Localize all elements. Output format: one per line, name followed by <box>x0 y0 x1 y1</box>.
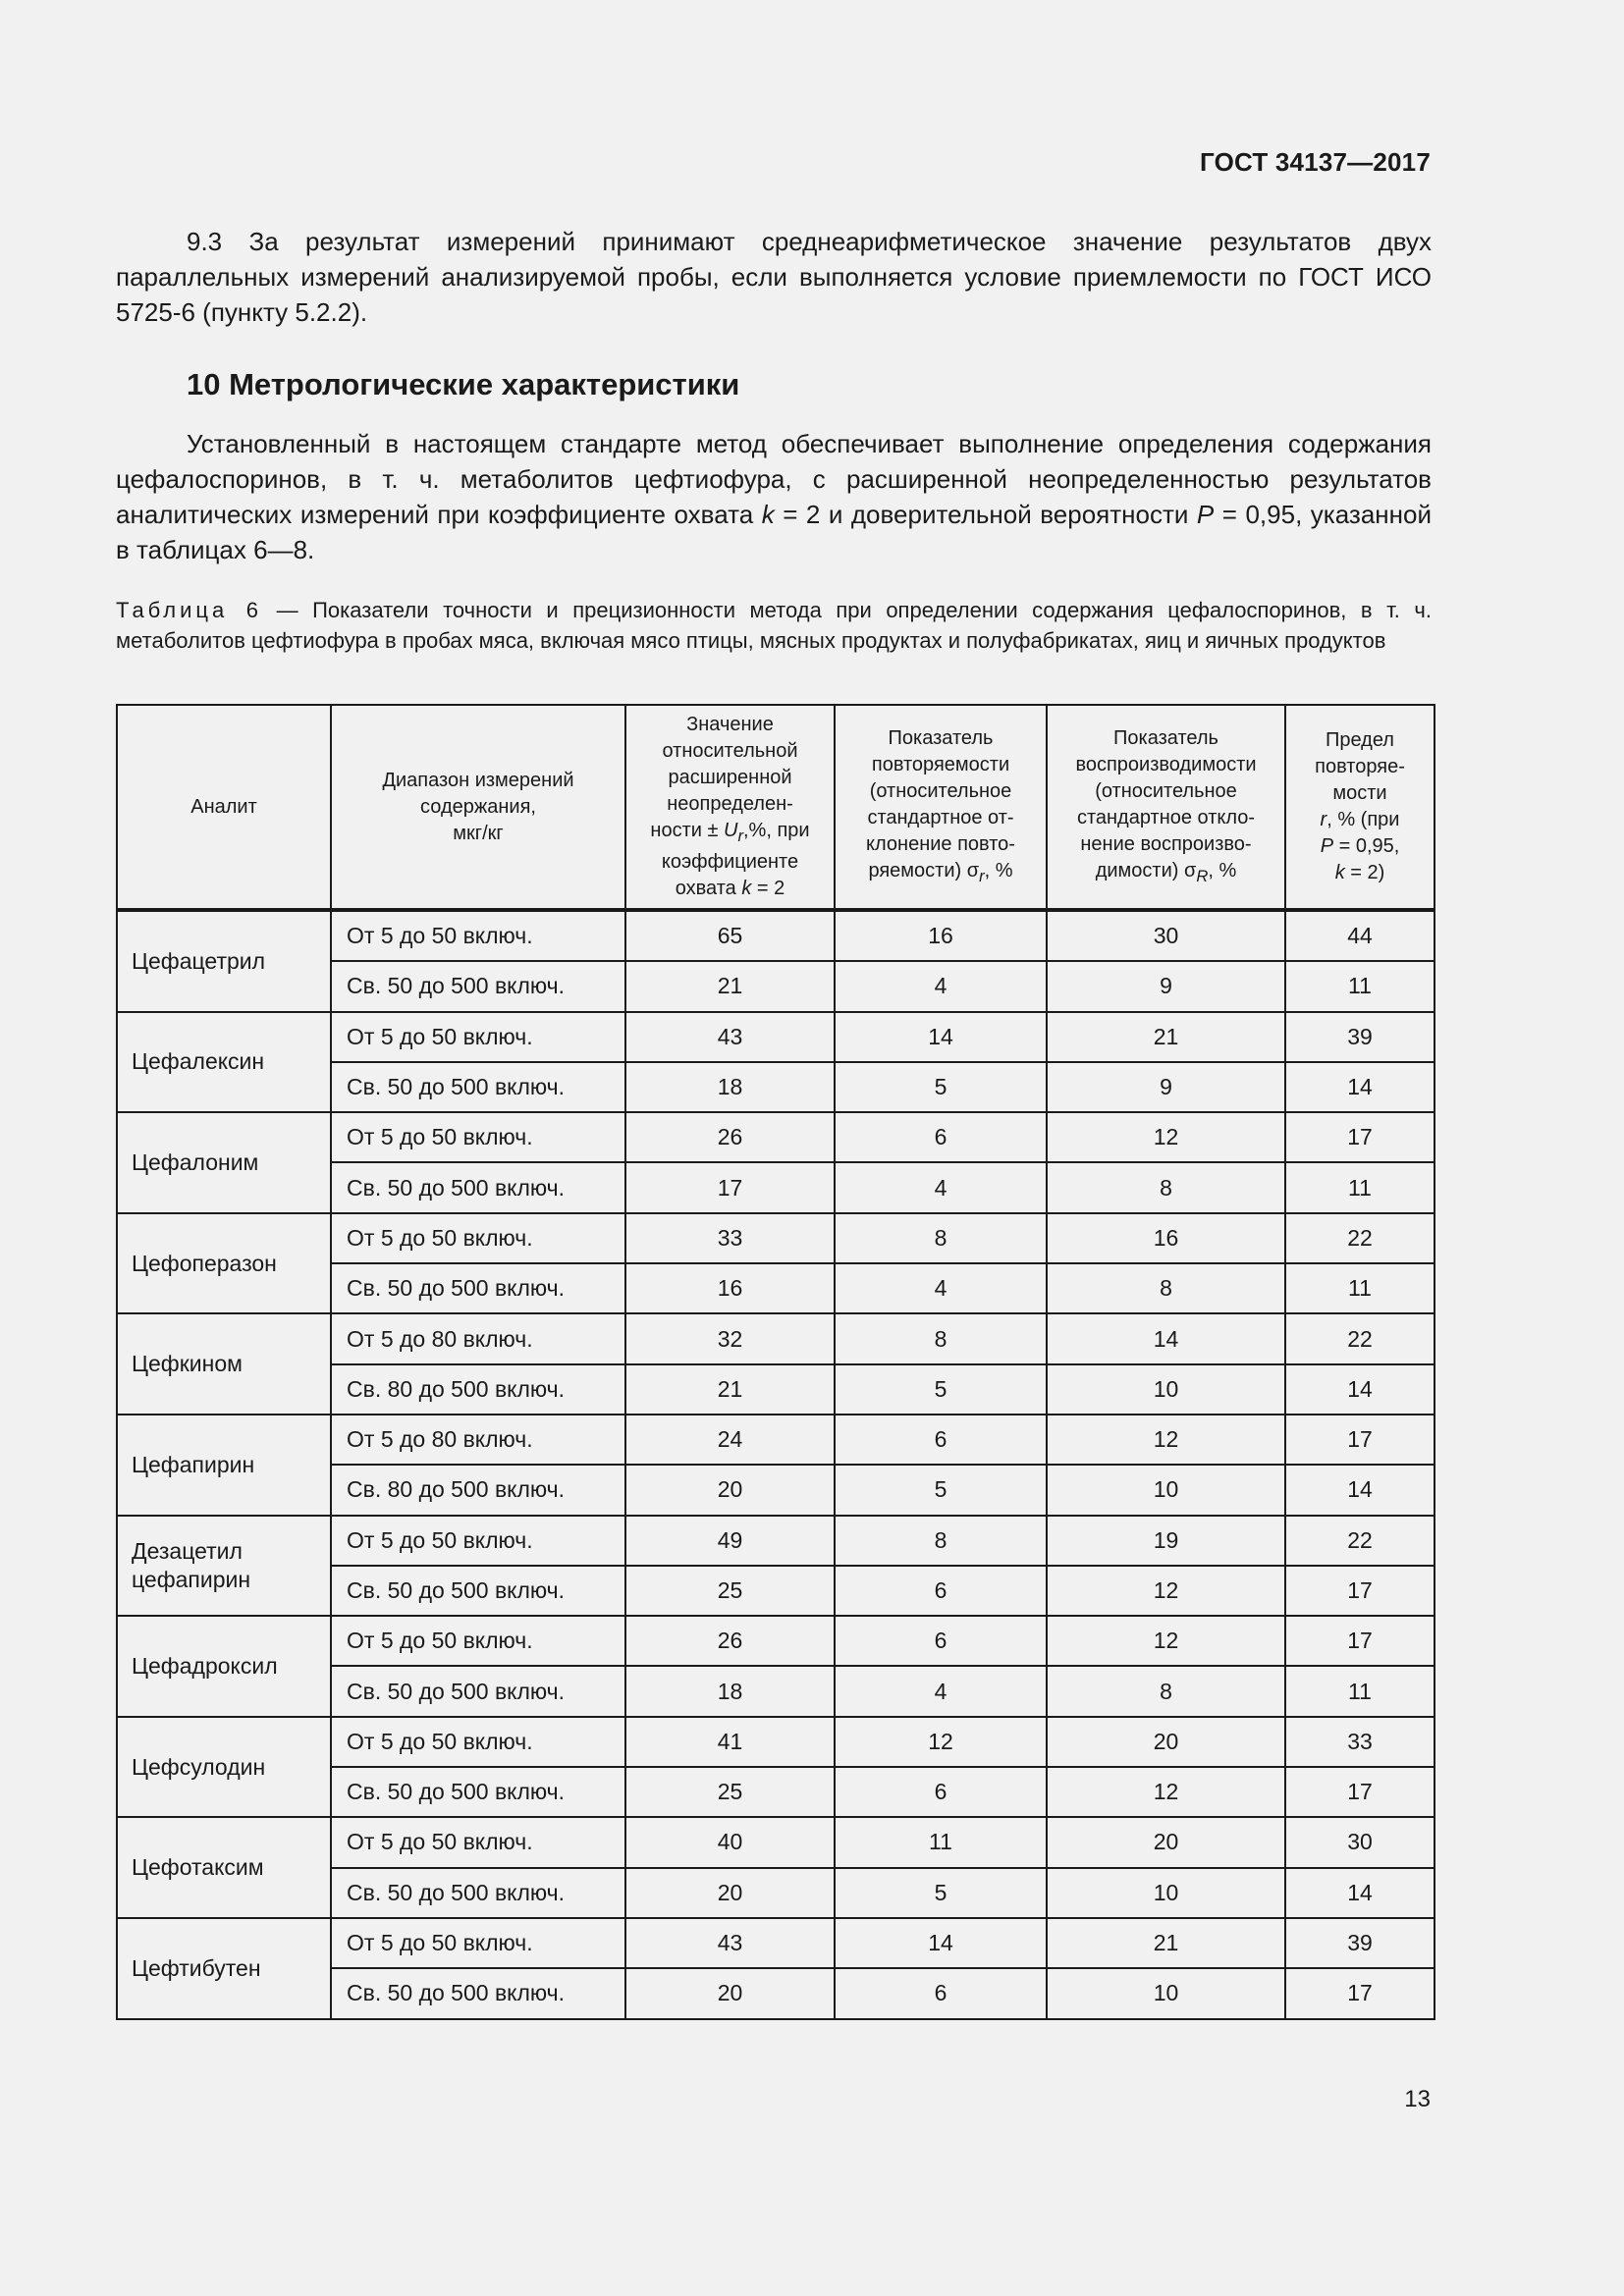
cell-range: От 5 до 50 включ. <box>331 1112 625 1162</box>
table-header-row <box>117 705 1435 910</box>
cell-repeatability: 6 <box>835 1616 1047 1666</box>
cell-analyte: Цефоперазон <box>117 1213 331 1314</box>
cell-uncertainty: 20 <box>625 1968 835 2018</box>
cell-uncertainty: 33 <box>625 1213 835 1263</box>
cell-analyte: Цефкином <box>117 1313 331 1415</box>
cell-limit: 11 <box>1285 1162 1435 1212</box>
table-row <box>117 1313 1435 1363</box>
cell-analyte: Цефотаксим <box>117 1817 331 1918</box>
cell-repeatability: 8 <box>835 1516 1047 1566</box>
cell-range: Св. 50 до 500 включ. <box>331 961 625 1011</box>
cell-reproducibility: 10 <box>1047 1868 1285 1918</box>
cell-limit: 14 <box>1285 1364 1435 1415</box>
cell-limit: 17 <box>1285 1415 1435 1465</box>
cell-uncertainty: 20 <box>625 1868 835 1918</box>
cell-limit: 44 <box>1285 910 1435 961</box>
cell-uncertainty: 20 <box>625 1465 835 1515</box>
cell-range: Св. 50 до 500 включ. <box>331 1666 625 1716</box>
cell-repeatability: 5 <box>835 1364 1047 1415</box>
cell-range: От 5 до 50 включ. <box>331 1817 625 1867</box>
cell-limit: 22 <box>1285 1516 1435 1566</box>
cell-limit: 11 <box>1285 1666 1435 1716</box>
cell-analyte: Цефтибутен <box>117 1918 331 2019</box>
cell-reproducibility: 21 <box>1047 1012 1285 1062</box>
cell-reproducibility: 8 <box>1047 1263 1285 1313</box>
intro-P-symbol: P <box>1196 500 1215 529</box>
cell-reproducibility: 8 <box>1047 1666 1285 1716</box>
cell-uncertainty: 21 <box>625 961 835 1011</box>
cell-analyte: Цефсулодин <box>117 1717 331 1818</box>
cell-range: От 5 до 50 включ. <box>331 1717 625 1767</box>
cell-repeatability: 4 <box>835 1162 1047 1212</box>
table-row <box>117 1918 1435 1968</box>
cell-limit: 14 <box>1285 1062 1435 1112</box>
cell-repeatability: 11 <box>835 1817 1047 1867</box>
cell-repeatability: 5 <box>835 1465 1047 1515</box>
cell-reproducibility: 20 <box>1047 1817 1285 1867</box>
cell-reproducibility: 16 <box>1047 1213 1285 1263</box>
cell-reproducibility: 19 <box>1047 1516 1285 1566</box>
cell-limit: 17 <box>1285 1616 1435 1666</box>
document-code: ГОСТ 34137—2017 <box>1200 147 1431 177</box>
table-caption-text: — Показатели точности и прецизионности метода при определении содержания цефалоспоринов, в т. ч. метаболитов цефтиофура в пробах мяса, включая мясо птицы, мясных продуктах и полуфабрикатах, яиц и яичных продуктов <box>116 598 1432 653</box>
cell-uncertainty: 26 <box>625 1112 835 1162</box>
table-row <box>117 910 1435 961</box>
cell-uncertainty: 26 <box>625 1616 835 1666</box>
cell-range: Св. 80 до 500 включ. <box>331 1364 625 1415</box>
intro-text-2: = 2 и доверительной вероятности <box>774 500 1197 529</box>
cell-uncertainty: 25 <box>625 1566 835 1616</box>
table-row <box>117 1213 1435 1263</box>
header-range: Диапазон измерений содержания, мкг/кг <box>331 705 625 910</box>
cell-uncertainty: 41 <box>625 1717 835 1767</box>
cell-uncertainty: 24 <box>625 1415 835 1465</box>
cell-repeatability: 14 <box>835 1012 1047 1062</box>
cell-range: От 5 до 50 включ. <box>331 1213 625 1263</box>
cell-repeatability: 6 <box>835 1566 1047 1616</box>
cell-reproducibility: 20 <box>1047 1717 1285 1767</box>
section-heading: 10 Метрологические характеристики <box>187 367 740 401</box>
cell-limit: 39 <box>1285 1918 1435 1968</box>
cell-reproducibility: 10 <box>1047 1465 1285 1515</box>
cell-limit: 33 <box>1285 1717 1435 1767</box>
cell-limit: 30 <box>1285 1817 1435 1867</box>
cell-repeatability: 16 <box>835 910 1047 961</box>
cell-uncertainty: 18 <box>625 1666 835 1716</box>
table-row <box>117 1817 1435 1867</box>
paragraph-9-3: 9.3 За результат измерений принимают среднеарифметическое значение результатов двух параллельных измерений анализируемой пробы, если выполняется условие приемлемости по ГОСТ ИСО 5725-6 (пункту 5.2.2). <box>116 227 1432 327</box>
cell-limit: 39 <box>1285 1012 1435 1062</box>
cell-range: Св. 50 до 500 включ. <box>331 1868 625 1918</box>
cell-reproducibility: 10 <box>1047 1968 1285 2018</box>
cell-reproducibility: 12 <box>1047 1767 1285 1817</box>
cell-repeatability: 6 <box>835 1415 1047 1465</box>
cell-reproducibility: 10 <box>1047 1364 1285 1415</box>
cell-uncertainty: 16 <box>625 1263 835 1313</box>
cell-analyte: Цефалексин <box>117 1012 331 1113</box>
cell-uncertainty: 65 <box>625 910 835 961</box>
cell-range: От 5 до 50 включ. <box>331 1012 625 1062</box>
cell-range: Св. 50 до 500 включ. <box>331 1767 625 1817</box>
intro-text-3: = 0,95, указанной в таблицах 6—8. <box>116 500 1432 564</box>
cell-uncertainty: 40 <box>625 1817 835 1867</box>
table-row <box>117 1012 1435 1062</box>
cell-uncertainty: 25 <box>625 1767 835 1817</box>
cell-repeatability: 14 <box>835 1918 1047 1968</box>
cell-range: Св. 50 до 500 включ. <box>331 1162 625 1212</box>
cell-limit: 14 <box>1285 1465 1435 1515</box>
cell-analyte: Цефацетрил <box>117 910 331 1012</box>
cell-range: От 5 до 50 включ. <box>331 1918 625 1968</box>
cell-uncertainty: 43 <box>625 1918 835 1968</box>
cell-range: Св. 80 до 500 включ. <box>331 1465 625 1515</box>
cell-limit: 22 <box>1285 1213 1435 1263</box>
cell-range: От 5 до 50 включ. <box>331 910 625 961</box>
cell-repeatability: 4 <box>835 961 1047 1011</box>
header-reproducibility: Показатель воспроизводимости (относительное стандартное откло- нение воспроизво- димости) $\sigma_R$, % <box>1047 705 1285 910</box>
cell-limit: 11 <box>1285 1263 1435 1313</box>
cell-repeatability: 5 <box>835 1868 1047 1918</box>
cell-repeatability: 6 <box>835 1968 1047 2018</box>
cell-reproducibility: 9 <box>1047 1062 1285 1112</box>
cell-repeatability: 6 <box>835 1112 1047 1162</box>
cell-limit: 22 <box>1285 1313 1435 1363</box>
cell-limit: 17 <box>1285 1112 1435 1162</box>
cell-limit: 11 <box>1285 961 1435 1011</box>
cell-repeatability: 8 <box>835 1313 1047 1363</box>
cell-reproducibility: 9 <box>1047 961 1285 1011</box>
cell-reproducibility: 12 <box>1047 1566 1285 1616</box>
table-row <box>117 1717 1435 1767</box>
cell-repeatability: 12 <box>835 1717 1047 1767</box>
cell-range: Св. 50 до 500 включ. <box>331 1968 625 2018</box>
cell-reproducibility: 30 <box>1047 910 1285 961</box>
cell-range: От 5 до 50 включ. <box>331 1616 625 1666</box>
cell-range: От 5 до 50 включ. <box>331 1516 625 1566</box>
section-intro-paragraph <box>116 426 1432 567</box>
cell-limit: 17 <box>1285 1566 1435 1616</box>
table-row <box>117 1616 1435 1666</box>
cell-uncertainty: 49 <box>625 1516 835 1566</box>
cell-reproducibility: 21 <box>1047 1918 1285 1968</box>
intro-k-symbol: k <box>761 500 775 529</box>
cell-uncertainty: 18 <box>625 1062 835 1112</box>
cell-reproducibility: 12 <box>1047 1616 1285 1666</box>
cell-range: Св. 50 до 500 включ. <box>331 1566 625 1616</box>
cell-analyte: Цефапирин <box>117 1415 331 1516</box>
cell-repeatability: 4 <box>835 1263 1047 1313</box>
page-number: 13 <box>1404 2086 1431 2112</box>
precision-table <box>116 704 1435 2020</box>
cell-analyte: Цефалоним <box>117 1112 331 1213</box>
cell-analyte: Цефадроксил <box>117 1616 331 1717</box>
header-repeatability: Показатель повторяемости (относительное стандартное от- клонение повто- ряемости) $\sigma_r$, % <box>835 705 1047 910</box>
cell-reproducibility: 8 <box>1047 1162 1285 1212</box>
table-caption <box>116 595 1432 656</box>
cell-range: Св. 50 до 500 включ. <box>331 1062 625 1112</box>
cell-repeatability: 6 <box>835 1767 1047 1817</box>
cell-limit: 17 <box>1285 1767 1435 1817</box>
cell-reproducibility: 12 <box>1047 1112 1285 1162</box>
cell-range: От 5 до 80 включ. <box>331 1313 625 1363</box>
cell-repeatability: 8 <box>835 1213 1047 1263</box>
table-row <box>117 1112 1435 1162</box>
header-repeatability-limit: Предел повторяе- мости r, % (при P = 0,95, k = 2) <box>1285 705 1435 910</box>
intro-text-1: Установленный в настоящем стандарте метод обеспечивает выполнение определения содержания цефалоспоринов, в т. ч. метаболитов цефтиофура, с расширенной неопределенностью результатов аналитических измерений при коэффициенте охвата <box>116 429 1432 529</box>
table-caption-label: Таблица 6 <box>116 598 263 622</box>
cell-uncertainty: 17 <box>625 1162 835 1212</box>
cell-reproducibility: 12 <box>1047 1415 1285 1465</box>
cell-range: От 5 до 80 включ. <box>331 1415 625 1465</box>
header-analyte: Аналит <box>117 705 331 910</box>
cell-limit: 14 <box>1285 1868 1435 1918</box>
table-row <box>117 1516 1435 1566</box>
table-row <box>117 1415 1435 1465</box>
cell-repeatability: 5 <box>835 1062 1047 1112</box>
header-expanded-uncertainty: Значение относительной расширенной неопределен- ности ± $U_r,\%$, при коэффициенте охвата k = 2 <box>625 705 835 910</box>
cell-uncertainty: 21 <box>625 1364 835 1415</box>
cell-uncertainty: 32 <box>625 1313 835 1363</box>
cell-repeatability: 4 <box>835 1666 1047 1716</box>
cell-uncertainty: 43 <box>625 1012 835 1062</box>
cell-analyte: Дезацетил цефапирин <box>117 1516 331 1617</box>
cell-reproducibility: 14 <box>1047 1313 1285 1363</box>
cell-limit: 17 <box>1285 1968 1435 2018</box>
cell-range: Св. 50 до 500 включ. <box>331 1263 625 1313</box>
